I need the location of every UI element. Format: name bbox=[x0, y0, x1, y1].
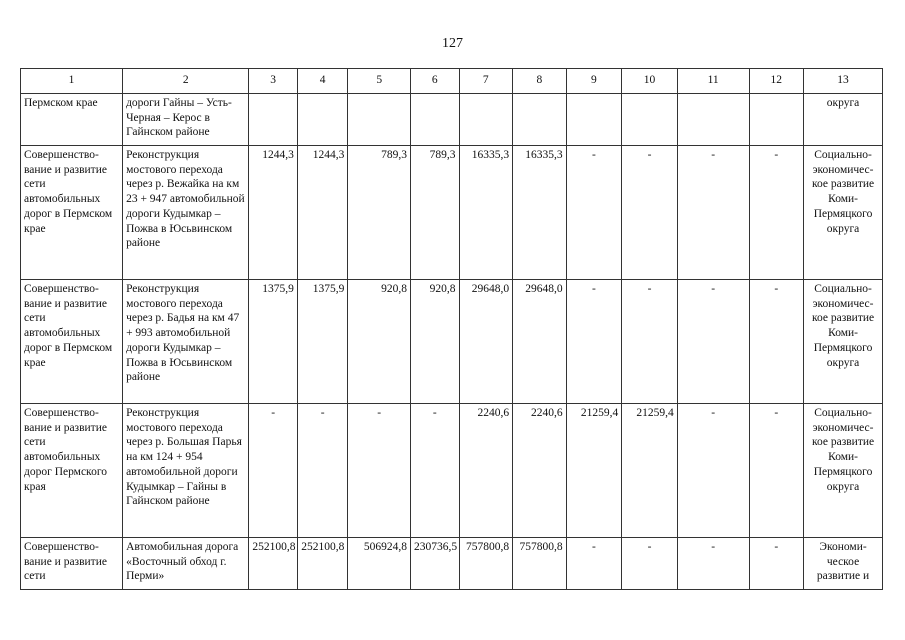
column-header: 4 bbox=[297, 69, 348, 94]
program-name-cell: Совершенство-вание и развитие сети автомобильных дорог в Пермском крае bbox=[21, 280, 123, 404]
value-cell: 920,8 bbox=[348, 280, 411, 404]
value-cell: - bbox=[249, 404, 298, 538]
value-cell: 757800,8 bbox=[459, 538, 513, 590]
column-header: 3 bbox=[249, 69, 298, 94]
value-cell: 29648,0 bbox=[513, 280, 567, 404]
value-cell: 1375,9 bbox=[249, 280, 298, 404]
value-cell: 757800,8 bbox=[513, 538, 567, 590]
value-cell: 789,3 bbox=[411, 146, 460, 280]
value-cell: 2240,6 bbox=[513, 404, 567, 538]
column-header: 2 bbox=[123, 69, 249, 94]
project-description-cell: Реконструкция мостового перехода через р. Вежайка на км 23 + 947 автомобильной дороги Кудымкар – Пожва в Юсьвинском районе bbox=[123, 146, 249, 280]
program-name-cell: Совершенство-вание и развитие сети bbox=[21, 538, 123, 590]
goal-cell: Социально-экономичес-кое развитие Коми-Пермяцкого округа bbox=[804, 404, 883, 538]
value-cell bbox=[297, 94, 348, 146]
program-table bbox=[20, 68, 883, 590]
column-header: 8 bbox=[513, 69, 567, 94]
value-cell bbox=[348, 94, 411, 146]
column-header: 5 bbox=[348, 69, 411, 94]
value-cell bbox=[749, 94, 804, 146]
table-row bbox=[21, 146, 883, 280]
program-name-cell: Совершенство-вание и развитие сети автомобильных дорог в Пермском крае bbox=[21, 146, 123, 280]
value-cell: 21259,4 bbox=[622, 404, 678, 538]
value-cell: - bbox=[677, 280, 749, 404]
project-description-cell: дороги Гайны – Усть-Черная – Керос в Гайнском районе bbox=[123, 94, 249, 146]
column-number-row bbox=[21, 69, 883, 94]
program-name-cell: Совершенство-вание и развитие сети автомобильных дорог Пермского края bbox=[21, 404, 123, 538]
value-cell: 16335,3 bbox=[459, 146, 513, 280]
value-cell bbox=[677, 94, 749, 146]
value-cell: - bbox=[348, 404, 411, 538]
value-cell: - bbox=[677, 404, 749, 538]
goal-cell: Экономи-ческое развитие и bbox=[804, 538, 883, 590]
value-cell: - bbox=[622, 538, 678, 590]
value-cell: 16335,3 bbox=[513, 146, 567, 280]
column-header: 6 bbox=[411, 69, 460, 94]
value-cell: 1375,9 bbox=[297, 280, 348, 404]
value-cell: - bbox=[566, 280, 622, 404]
table-row bbox=[21, 538, 883, 590]
value-cell bbox=[566, 94, 622, 146]
column-header: 10 bbox=[622, 69, 678, 94]
value-cell: - bbox=[749, 146, 804, 280]
value-cell: 2240,6 bbox=[459, 404, 513, 538]
value-cell: 230736,5 bbox=[411, 538, 460, 590]
value-cell: - bbox=[749, 404, 804, 538]
goal-cell: округа bbox=[804, 94, 883, 146]
value-cell: - bbox=[622, 146, 678, 280]
project-description-cell: Реконструкция мостового перехода через р. Бадья на км 47 + 993 автомобильной дороги Кудымкар – Пожва в Юсьвинском районе bbox=[123, 280, 249, 404]
project-description-cell: Реконструкция мостового перехода через р. Большая Парья на км 124 + 954 автомобильной дороги Кудымкар – Гайны в Гайнском районе bbox=[123, 404, 249, 538]
column-header: 1 bbox=[21, 69, 123, 94]
goal-cell: Социально-экономичес-кое развитие Коми-Пермяцкого округа bbox=[804, 280, 883, 404]
table-row bbox=[21, 404, 883, 538]
column-header: 13 bbox=[804, 69, 883, 94]
value-cell: 21259,4 bbox=[566, 404, 622, 538]
value-cell: 789,3 bbox=[348, 146, 411, 280]
value-cell: 1244,3 bbox=[297, 146, 348, 280]
value-cell: - bbox=[411, 404, 460, 538]
value-cell: 920,8 bbox=[411, 280, 460, 404]
value-cell bbox=[459, 94, 513, 146]
value-cell: - bbox=[677, 538, 749, 590]
column-header: 12 bbox=[749, 69, 804, 94]
column-header: 9 bbox=[566, 69, 622, 94]
value-cell: 506924,8 bbox=[348, 538, 411, 590]
page-number: 127 bbox=[442, 36, 463, 51]
value-cell: - bbox=[622, 280, 678, 404]
value-cell: 29648,0 bbox=[459, 280, 513, 404]
column-header: 11 bbox=[677, 69, 749, 94]
value-cell: - bbox=[677, 146, 749, 280]
value-cell bbox=[513, 94, 567, 146]
value-cell: 1244,3 bbox=[249, 146, 298, 280]
value-cell: - bbox=[297, 404, 348, 538]
value-cell: - bbox=[749, 538, 804, 590]
project-description-cell: Автомобильная дорога «Восточный обход г. Перми» bbox=[123, 538, 249, 590]
value-cell: - bbox=[566, 538, 622, 590]
value-cell: - bbox=[566, 146, 622, 280]
value-cell bbox=[411, 94, 460, 146]
value-cell bbox=[249, 94, 298, 146]
value-cell: 252100,8 bbox=[297, 538, 348, 590]
table-row bbox=[21, 94, 883, 146]
value-cell: 252100,8 bbox=[249, 538, 298, 590]
goal-cell: Социально-экономичес-кое развитие Коми-Пермяцкого округа bbox=[804, 146, 883, 280]
program-name-cell: Пермском крае bbox=[21, 94, 123, 146]
value-cell bbox=[622, 94, 678, 146]
table-row bbox=[21, 280, 883, 404]
column-header: 7 bbox=[459, 69, 513, 94]
value-cell: - bbox=[749, 280, 804, 404]
